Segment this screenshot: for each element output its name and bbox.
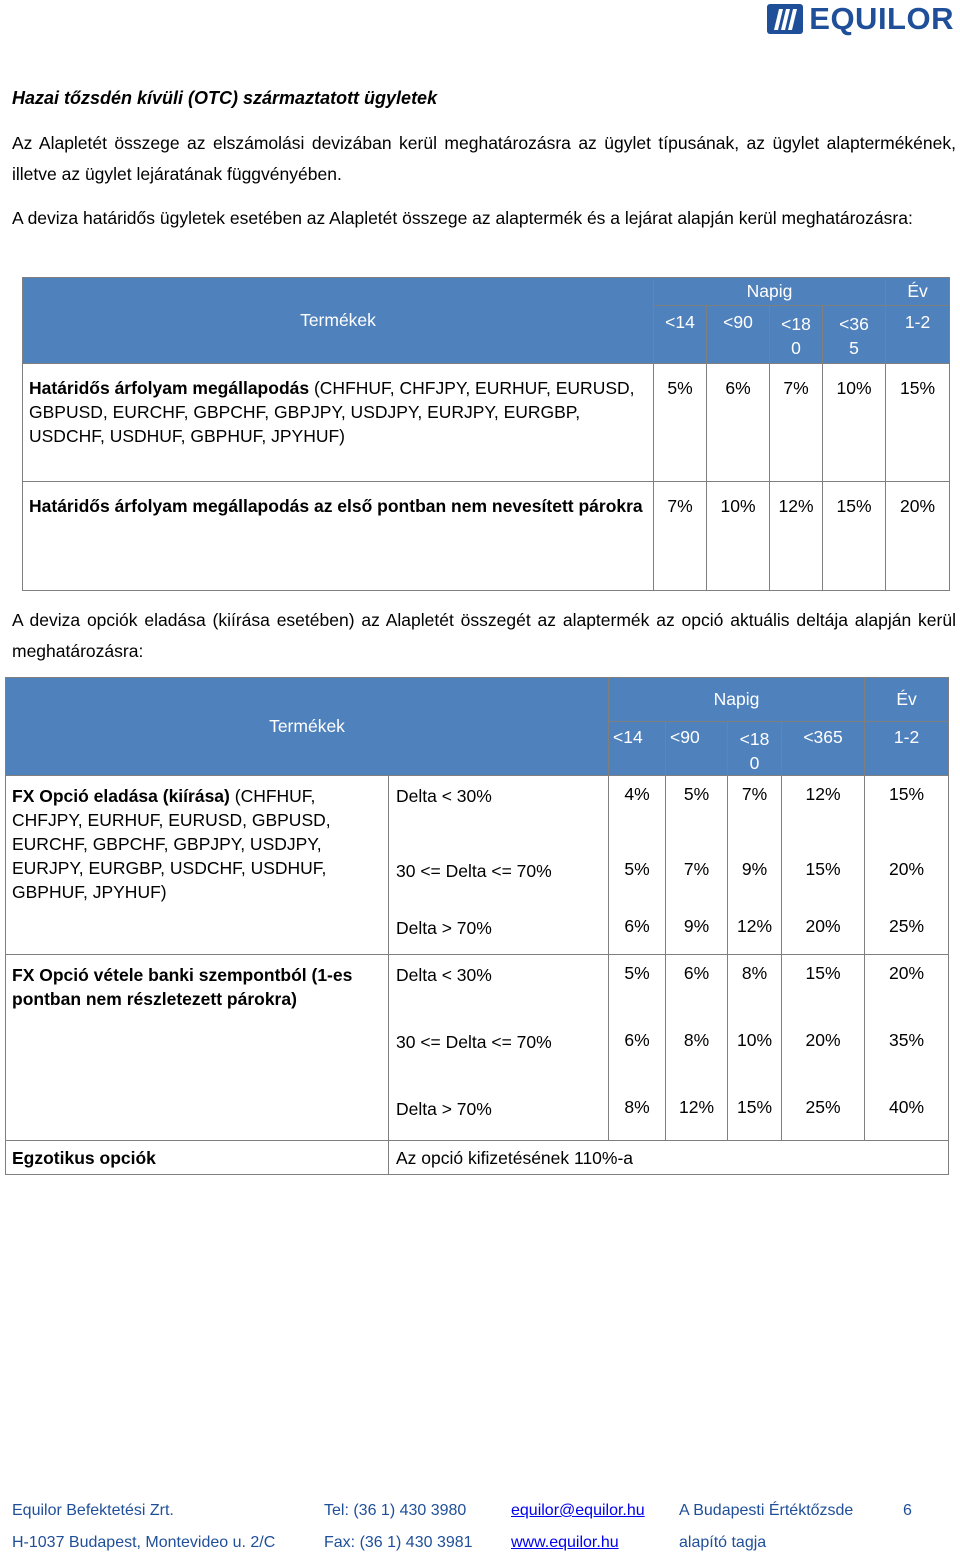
table2-delta: Delta < 30% <box>389 776 609 840</box>
table2-value: 8% <box>666 1012 728 1079</box>
table1-header-ev-label: Év <box>907 281 928 301</box>
table2-value: 5% <box>609 840 666 899</box>
footer-page-number: 6 <box>903 1502 912 1519</box>
table2-value: 15% <box>865 776 949 840</box>
table2-delta: 30 <= Delta <= 70% <box>389 1012 609 1079</box>
table2-exotic-label: Egzotikus opciók <box>6 1141 389 1175</box>
table2-value: 12% <box>728 899 782 955</box>
table2-value: 15% <box>782 840 865 899</box>
table2-value: 40% <box>865 1079 949 1141</box>
table2-value: 15% <box>728 1079 782 1141</box>
table1-row-label-bold: Határidős árfolyam megállapodás <box>29 378 310 398</box>
table-row <box>6 776 949 840</box>
table2-value: 25% <box>782 1079 865 1141</box>
footer-tel: Tel: (36 1) 430 3980 <box>324 1502 467 1519</box>
table2-value: 7% <box>666 840 728 899</box>
table-row <box>6 955 949 1012</box>
table1-col-label: <18 0 <box>781 314 811 358</box>
table2-delta: 30 <= Delta <= 70% <box>389 840 609 899</box>
table2-value: 10% <box>728 1012 782 1079</box>
table2-value: 20% <box>865 840 949 899</box>
table2-col-header <box>728 722 782 776</box>
table2-value: 4% <box>609 776 666 840</box>
paragraph-intro: Az Alapletét összege az elszámolási devizában kerül meghatározásra az ügylet típusának, az ügylet alaptermékének, illetve az ügylet lejáratának függvényében. <box>12 133 956 184</box>
table1-value: 15% <box>886 364 950 482</box>
table2-col-header <box>782 722 865 776</box>
table2-value: 20% <box>782 899 865 955</box>
table1-value: 10% <box>707 482 770 591</box>
table1-col-header <box>654 306 707 364</box>
table2-delta: Delta > 70% <box>389 899 609 955</box>
footer-fax: Fax: (36 1) 430 3981 <box>324 1534 473 1551</box>
table2-col-label: <14 <box>613 727 643 747</box>
table1-header-ev <box>886 278 950 306</box>
table1-col-label: <14 <box>665 312 695 332</box>
table2-value: 6% <box>609 1012 666 1079</box>
footer-address: H-1037 Budapest, Montevideo u. 2/C <box>12 1534 276 1551</box>
table-row <box>6 1141 949 1175</box>
table2-value: 20% <box>782 1012 865 1079</box>
table1-value: 15% <box>823 482 886 591</box>
equilor-logo-mark-icon <box>767 4 803 34</box>
equilor-logo-text: EQUILOR <box>809 1 954 36</box>
table1-header-products-label: Termékek <box>300 310 376 330</box>
table1-value: 7% <box>654 482 707 591</box>
table1-row-label-bold: Határidős árfolyam megállapodás az első pontban nem nevesített párokra <box>29 496 643 516</box>
table2-value: 5% <box>666 776 728 840</box>
paragraph-forward: A deviza határidős ügyletek esetében az Alapletét összege az alaptermék és a lejárat alapján kerül meghatározásra: <box>12 208 913 228</box>
table1-value: 6% <box>707 364 770 482</box>
table1-header-napig-label: Napig <box>746 281 793 301</box>
footer-company: Equilor Befektetési Zrt. <box>12 1502 174 1519</box>
table1-col-header <box>886 306 950 364</box>
table2-header-napig-label: Napig <box>713 689 760 709</box>
table1-value: 5% <box>654 364 707 482</box>
table2-header-ev-label: Év <box>896 689 917 709</box>
table2-group-label-rest: (CHFHUF, CHFJPY, EURHUF, EURUSD, GBPUSD, EURCHF, GBPCHF, GBPJPY, USDJPY, EURJPY, EURGBP, USDCHF, USDHUF, GBPHUF, JPYHUF) <box>12 786 331 902</box>
table2-col-label: <18 0 <box>739 729 770 773</box>
table2-value: 8% <box>728 955 782 1012</box>
table1-col-label: <90 <box>723 312 753 332</box>
footer-email-link[interactable]: equilor@equilor.hu <box>511 1502 645 1519</box>
table2-group-label-bold: FX Opció vétele banki szempontból (1-es pontban nem részletezett párokra) <box>12 965 353 1009</box>
table2-value: 9% <box>666 899 728 955</box>
table2-exotic-value: Az opció kifizetésének 110%-a <box>389 1141 949 1175</box>
table1-header-products <box>23 278 654 364</box>
footer-web-link[interactable]: www.equilor.hu <box>511 1534 619 1551</box>
forward-margin-table <box>22 277 950 591</box>
table2-value: 7% <box>728 776 782 840</box>
section-title: Hazai tőzsdén kívüli (OTC) származtatott ügyletek <box>12 88 438 108</box>
table2-value: 15% <box>782 955 865 1012</box>
table2-value: 20% <box>865 955 949 1012</box>
table1-row-label <box>23 364 654 482</box>
table2-col-header <box>865 722 949 776</box>
table2-delta: Delta > 70% <box>389 1079 609 1141</box>
equilor-logo <box>767 2 954 36</box>
footer-member: alapító tagja <box>679 1534 767 1551</box>
table2-group-label <box>6 955 389 1141</box>
table2-delta: Delta < 30% <box>389 955 609 1012</box>
table1-value: 12% <box>770 482 823 591</box>
table1-row-label <box>23 482 654 591</box>
table2-value: 12% <box>666 1079 728 1141</box>
table2-header-ev <box>865 678 949 722</box>
table2-col-label: <365 <box>803 727 843 747</box>
table2-value: 6% <box>666 955 728 1012</box>
table1-row-label-rest: (CHFHUF, CHFJPY, EURHUF, EURUSD, GBPUSD, EURCHF, GBPCHF, GBPJPY, USDJPY, EURJPY, EURGBP, USDCHF, USDHUF, GBPHUF, JPYHUF) <box>29 378 635 446</box>
table1-value: 10% <box>823 364 886 482</box>
table2-col-header <box>609 722 666 776</box>
table2-value: 25% <box>865 899 949 955</box>
table2-value: 6% <box>609 899 666 955</box>
paragraph-options: A deviza opciók eladása (kiírása esetében) az Alapletét összegét az alaptermék az opció aktuális deltája alapján kerül meghatározásra: <box>12 610 956 661</box>
table2-header-products <box>6 678 609 776</box>
table1-col-header <box>770 306 823 364</box>
table2-value: 35% <box>865 1012 949 1079</box>
table2-header-products-label: Termékek <box>269 716 345 736</box>
table2-value: 5% <box>609 955 666 1012</box>
table1-value: 20% <box>886 482 950 591</box>
table2-col-header <box>666 722 728 776</box>
table1-value: 7% <box>770 364 823 482</box>
table2-value: 8% <box>609 1079 666 1141</box>
table2-col-label: <90 <box>670 727 700 747</box>
table2-col-label: 1-2 <box>893 727 920 747</box>
options-margin-table <box>5 677 949 1175</box>
table1-col-label: 1-2 <box>904 312 931 332</box>
table1-col-header <box>707 306 770 364</box>
footer-exchange: A Budapesti Értéktőzsde <box>679 1502 854 1519</box>
table2-group-label <box>6 776 389 955</box>
table1-col-label: <36 5 <box>839 314 869 358</box>
table1-col-header <box>823 306 886 364</box>
table2-value: 9% <box>728 840 782 899</box>
table2-value: 12% <box>782 776 865 840</box>
table1-header-napig <box>654 278 886 306</box>
table-row <box>23 482 950 591</box>
table-row <box>23 364 950 482</box>
table2-group-label-bold: FX Opció eladása (kiírása) <box>12 786 230 806</box>
table2-header-napig <box>609 678 865 722</box>
